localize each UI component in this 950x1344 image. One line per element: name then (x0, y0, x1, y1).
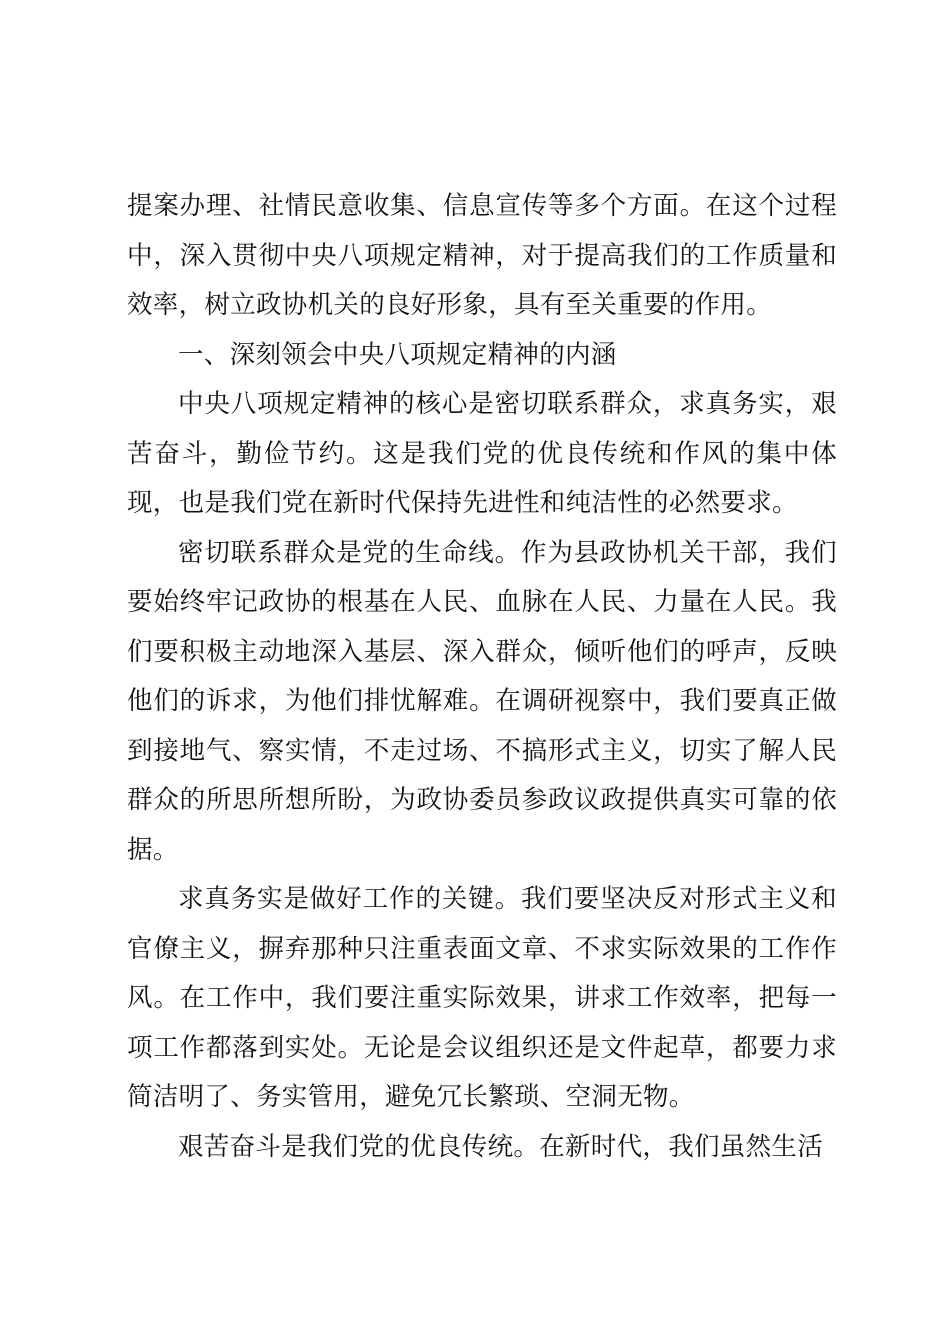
paragraph-continuation: 提案办理、社情民意收集、信息宣传等多个方面。在这个过程中，深入贯彻中央八项规定精神，对于提高我们的工作质量和效率，树立政协机关的良好形象，具有至关重要的作用。 (127, 191, 837, 320)
paragraph-seek-truth: 求真务实是做好工作的关键。我们要坚决反对形式主义和官僚主义，摒弃那种只注重表面文章、不求实际效果的工作作风。在工作中，我们要注重实际效果，讲求工作效率，把每一项工作都落到实处。无论是会议组织还是文件起草，都要力求简洁明了、务实管用，避免冗长繁琐、空洞无物。 (127, 884, 837, 1112)
section-heading: 一、深刻领会中央八项规定精神的内涵 (178, 339, 617, 370)
paragraph-hard-work: 艰苦奋斗是我们党的优良传统。在新时代，我们虽然生活 (178, 1131, 824, 1162)
paragraph-contact-masses: 密切联系群众是党的生命线。作为县政协机关干部，我们要始终牢记政协的根基在人民、血脉在人民、力量在人民。我们要积极主动地深入基层、深入群众，倾听他们的呼声，反映他们的诉求，为他们排忧解难。在调研视察中，我们要真正做到接地气、察实情，不走过场、不搞形式主义，切实了解人民群众的所思所想所盼，为政协委员参政议政提供真实可靠的依据。 (127, 537, 837, 865)
document-body (127, 182, 837, 1172)
paragraph-core-spirit: 中央八项规定精神的核心是密切联系群众，求真务实，艰苦奋斗，勤俭节约。这是我们党的优良传统和作风的集中体现，也是我们党在新时代保持先进性和纯洁性的必然要求。 (127, 389, 837, 518)
